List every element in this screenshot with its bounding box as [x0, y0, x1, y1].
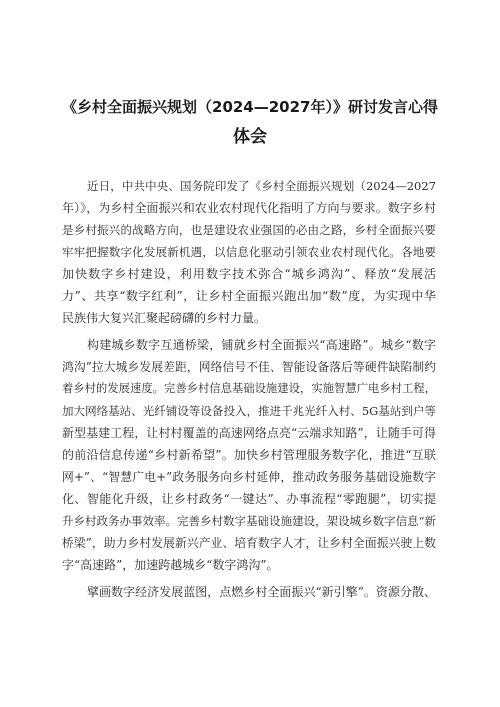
paragraph-1-line: 年）》，为乡村全面振兴和农业农村现代化指明了方向与要求。数字乡村 — [62, 201, 436, 215]
paragraph-2-line: 的前沿信息传递“乡村新希望”。加快乡村管理服务数字化，推进“互联 — [62, 448, 436, 462]
document-title: 《乡村全面振兴规划（2024—2027年）》研讨发言心得 — [62, 98, 438, 116]
paragraph-1-line: 近日，中共中央、国务院印发了《乡村全面振兴规划（2024—2027 — [87, 179, 436, 193]
paragraph-2-line: 构建城乡数字互通桥梁，铺就乡村全面振兴“高速路”。城乡“数字 — [87, 338, 436, 352]
paragraph-2-line: 网+”、“智慧广电+”政务服务向乡村延伸，推动政务服务基础设施数字 — [62, 470, 436, 484]
paragraph-1-line: 力”、共享“数字红利”，让乡村全面振兴跑出加“数”度，为实现中华 — [62, 289, 436, 303]
paragraph-1-line: 民族伟大复兴汇聚起磅礴的乡村力量。 — [62, 311, 267, 325]
paragraph-2-line: 新型基建工程，让村村覆盖的高速网络点亮“云端求知路”，让随手可得 — [62, 426, 436, 440]
paragraph-2-line: 升乡村政务办事效率。完善乡村数字基础设施建设，架设城乡数字信息“新 — [62, 514, 436, 528]
paragraph-2-line: 字“高速路”，加速跨越城乡“数字鸿沟”。 — [62, 558, 279, 572]
paragraph-2-line: 鸿沟”拉大城乡发展差距，网络信号不佳、智能设备落后等硬件缺陷制约 — [62, 360, 436, 374]
paragraph-1-line: 加快数字乡村建设，利用数字技术弥合“城乡鸿沟”、释放“发展活 — [62, 267, 436, 281]
document-title-continued: 体会 — [233, 127, 267, 147]
paragraph-3-line: 擘画数字经济发展蓝图，点燃乡村全面振兴“新引擎”。资源分散、 — [87, 585, 436, 599]
paragraph-2-line: 着乡村的发展速度。完善乡村信息基础设施建设，实施智慧广电乡村工程， — [62, 382, 436, 395]
paragraph-2-line: 化、智能化升级，让乡村政务“一键达”、办事流程“零跑腿”，切实提 — [62, 492, 436, 506]
paragraph-2-line: 桥梁”，助力乡村发展新兴产业、培育数字人才，让乡村全面振兴驶上数 — [62, 536, 436, 550]
paragraph-1-line: 牢牢把握数字化发展新机遇，以信息化驱动引领农业农村现代化。各地要 — [62, 245, 436, 259]
paragraph-1-line: 是乡村振兴的战略方向，也是建设农业强国的必由之路，乡村全面振兴要 — [62, 223, 436, 237]
paragraph-2-line: 加大网络基站、光纤铺设等设备投入，推进千兆光纤入村、5G基站到户等 — [62, 404, 436, 418]
